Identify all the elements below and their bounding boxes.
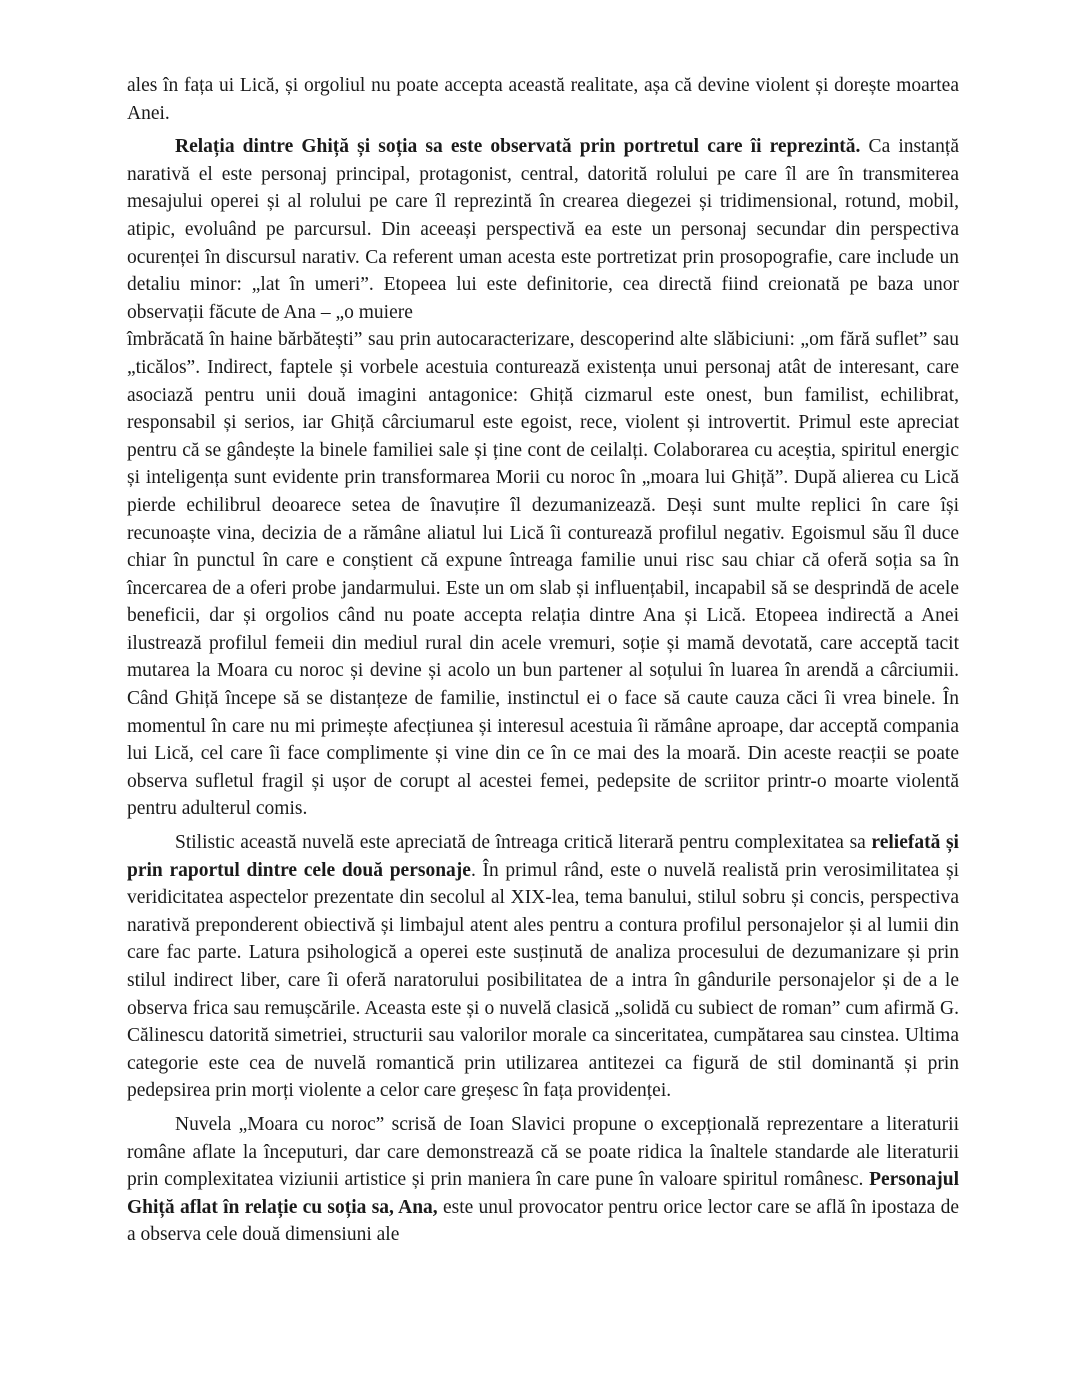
paragraph-continuation: ales în fața ui Lică, și orgoliul nu poate accepta această realitate, așa că devine violent și dorește moartea Anei. bbox=[127, 75, 959, 124]
paragraph-text: Ca instanță narativă el este personaj principal, protagonist, central, datorită rolului pe care îl are în transmiterea mesajului operei și al rolului pe care îl reprezintă în crearea diegezei și tridimensional, rotund, mobil, atipic, evoluând pe parcursul. Din aceeași perspectivă ea este un personaj secundar din perspectiva ocurenței în discursul narativ. Ca referent uman acesta este portretizat prin prosopografie, care include un detaliu minor: „lat în umeri”. Etopeea lui este definitorie, cea directă fiind creionată pe baza unor observații făcute de Ana – „o muiere bbox=[127, 136, 959, 323]
paragraph-conclusion bbox=[127, 1111, 959, 1249]
paragraph-stylistic bbox=[127, 829, 959, 1105]
paragraph-portrait-intro bbox=[127, 133, 959, 326]
paragraph-portrait-body: îmbrăcată în haine bărbătești” sau prin autocaracterizare, descoperind alte slăbiciuni: „om fără suflet” sau „ticălos”. Indirect, faptele și vorbele acestuia conturează existența unui personaj atât de interesant, care asociază pentru unii două imagini antagonice: Ghiță cizmarul este onest, bun familist, echilibrat, responsabil și serios, iar Ghiță cârciumarul este egoist, rece, violent și introvertit. Primul este apreciat pentru că se gândește la binele familiei sale și ține cont de ceilalți. Colaborarea cu aceștia, spiritul energic și inteligența sunt evidente prin transformarea Morii cu noroc în „moara lui Ghiță”. După alierea cu Lică pierde echilibrul deoarece setea de înavuțire îl dezumanizează. Deși sunt multe replici în care își recunoaște vina, decizia de a rămâne aliatul lui Lică îi conturează profilul negativ. Egoismul său îl duce chiar în punctul în care e conștient că expune întreaga familie unui risc sau chiar că oferă soția sa în încercarea de a oferi probe jandarmului. Este un om slab și influențabil, incapabil să se desprindă de acele beneficii, dar și orgolios când nu poate accepta relația dintre Ana și Lică. Etopeea indirectă a Anei ilustrează profilul femeii din mediul rural din acele vremuri, soție și mamă devotată, care acceptă tacit mutarea la Moara cu noroc și devine și acolo un bun partener al soțului în luarea în arendă a cârciumii. Când Ghiță începe să se distanțeze de familie, instinctul ei o face să caute cauza căci îi vrea binele. În momentul în care nu mi primește afecțiunea și interesul acestuia îi rămâne aproape, dar acceptă compania lui Lică, cel care îi face complimente și vine din ce în ce mai des la moară. Din aceste reacții se poate observa sufletul fragil și ușor de corupt al acestei femei, pedepsite de scriitor printr-o moarte violentă pentru adulterul comis. bbox=[127, 329, 959, 820]
paragraph-text: este unul provocator pentru orice lector care se află în ipostaza de a observa cele două dimensiuni ale bbox=[127, 1196, 959, 1246]
paragraph-text: Stilistic această nuvelă este apreciată de întreaga critică literară pentru complexitatea sa bbox=[175, 832, 872, 854]
paragraph-emphasis-bold: Personajul Ghiță aflat în relație cu soția sa, Ana, bbox=[127, 1169, 959, 1218]
paragraph-emphasis-bold: reliefată și prin raportul dintre cele două personaje bbox=[127, 832, 959, 881]
document-page bbox=[127, 72, 959, 1255]
paragraph-text: Nuvela „Moara cu noroc” scrisă de Ioan Slavici propune o excepțională reprezentare a literaturii române aflate la începuturi, dar care demonstrează că se poate ridica la înaltele standarde ale literaturii prin complexitatea viziunii artistice și prin maniera în care pune în valoare spiritul românesc. bbox=[127, 1113, 959, 1191]
paragraph-text: . În primul rând, este o nuvelă realistă prin verosimilitatea și veridicitatea aspectelor prezentate din secolul al XIX-lea, tema banului, stilul sobru și concis, perspectiva narativă preponderent obiectivă și limbajul atent ales pentru a contura profilul personajelor și al lumii din care fac parte. Latura psihologică a operei este susținută de analiza procesului de dezumanizare și prin stilul indirect liber, care îi oferă naratorului posibilitatea de a intra în gândurile personajelor și de a le observa frica sau remușcările. Aceasta este și o nuvelă clasică „solidă cu subiect de roman” cum afirmă G. Călinescu datorită simetriei, structurii sau valorilor morale ca sinceritatea, cumpătarea sau cinstea. Ultima categorie este cea de nuvelă romantică prin utilizarea antitezei ca figură de stil dominantă și prin pedepsirea prin morți violente a celor care greșesc în fața providenței. bbox=[127, 859, 959, 1102]
paragraph-heading-bold: Relația dintre Ghiță și soția sa este observată prin portretul care îi reprezintă. bbox=[175, 136, 861, 158]
